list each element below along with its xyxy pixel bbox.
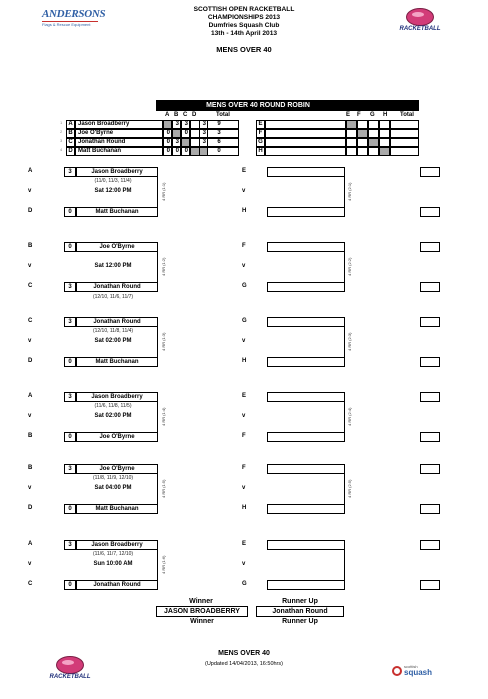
rr-score-cell: 0 <box>181 129 190 138</box>
match-right-side-label: 4 RR (2:3) <box>347 332 352 351</box>
match-bottom-score: 0 <box>64 504 76 514</box>
rr-score-cell: 3 <box>190 129 208 138</box>
match-right-vs: v <box>242 485 246 491</box>
rr-right-score <box>346 120 357 129</box>
match-right-bottom-score <box>420 504 440 514</box>
rr-col-header-right: Total <box>400 112 414 118</box>
rr-right-score <box>368 120 379 129</box>
match-side-label: 4 RR (1:3) <box>161 332 166 351</box>
match-top-letter: B <box>28 465 33 471</box>
rr-score-cell: 0 <box>163 129 172 138</box>
round-robin-title-bar <box>344 100 419 111</box>
rr-right-score <box>379 147 390 156</box>
rr-right-score <box>379 138 390 147</box>
match-bottom-name: Matt Buchanan <box>76 357 158 367</box>
match-right-top-score <box>420 540 440 550</box>
rr-right-score <box>357 147 368 156</box>
match-bottom-name: Jonathan Round <box>76 580 158 590</box>
match-bracket-line <box>157 327 158 357</box>
winner-label-2: Winner <box>190 618 214 625</box>
match-right-top-letter: F <box>242 243 246 249</box>
match-right-top-score <box>420 317 440 327</box>
match-right-top-letter: G <box>242 318 247 324</box>
match-right-bracket-line <box>344 474 345 504</box>
rr-row-index: 3 <box>60 138 63 143</box>
match-side-label: 4 RR (1:5) <box>161 479 166 498</box>
match-right-bracket-line <box>344 327 345 357</box>
match-game-scores: (11/0, 11/3, 11/4) <box>94 178 132 184</box>
match-right-top-letter: E <box>242 393 247 399</box>
match-bottom-name: Matt Buchanan <box>76 504 158 514</box>
rr-total-cell: 0 <box>199 147 239 156</box>
match-side-label: 4 RR (1:6) <box>161 555 166 574</box>
match-right-bottom-letter: H <box>242 358 247 364</box>
rr-row-name: Matt Buchanan <box>75 147 163 156</box>
round-robin-title: MENS OVER 40 ROUND ROBIN <box>156 100 360 111</box>
match-right-vs: v <box>242 188 246 194</box>
rr-score-cell <box>181 138 190 147</box>
match-bottom-letter: C <box>28 581 33 587</box>
match-top-score: 3 <box>64 540 76 550</box>
runner-up-label-2: Runner Up <box>282 618 318 625</box>
rr-row-index: 1 <box>60 120 63 125</box>
scottish-squash-small: scottish <box>404 664 418 669</box>
runner-up-label: Runner Up <box>282 598 318 605</box>
rr-row-name: Jonathan Round <box>75 138 163 147</box>
match-game-scores: (11/6, 11/7, 12/10) <box>92 551 134 557</box>
rr-row-name: Joe O'Byrne <box>75 129 163 138</box>
match-top-letter: B <box>28 243 33 249</box>
match-right-side-label: 4 RR (2:1) <box>347 182 352 201</box>
match-right-bottom-letter: F <box>242 433 246 439</box>
rr-right-letter: F <box>256 129 265 138</box>
match-game-scores: (12/10, 11/8, 11/4) <box>92 328 134 334</box>
rr-total-cell: 3 <box>199 129 239 138</box>
match-right-bracket-line <box>344 177 345 207</box>
match-time: Sat 04:00 PM <box>94 485 132 491</box>
match-right-bottom-letter: H <box>242 208 247 214</box>
match-right-top-name <box>267 167 345 177</box>
rr-total-cell: 9 <box>199 120 239 129</box>
rr-score-cell: 3 <box>172 138 181 147</box>
rr-row-name: Jason Broadberry <box>75 120 163 129</box>
match-right-vs: v <box>242 413 246 419</box>
rr-total-cell: 6 <box>199 138 239 147</box>
match-top-letter: A <box>28 541 33 547</box>
match-bracket-line <box>157 252 158 282</box>
match-vs: v <box>28 188 32 194</box>
rr-score-cell: 3 <box>172 120 181 129</box>
winner-label: Winner <box>189 598 213 605</box>
rr-right-score <box>368 147 379 156</box>
match-right-top-score <box>420 167 440 177</box>
match-vs: v <box>28 561 32 567</box>
rr-col-header: C <box>183 112 188 118</box>
rr-score-cell: 3 <box>181 120 190 129</box>
scottish-squash-big: squash <box>404 668 433 677</box>
scottish-squash-swirl-icon <box>392 666 402 676</box>
match-right-side-label: 4 RR (2:5) <box>347 479 352 498</box>
match-time: Sat 02:00 PM <box>94 338 132 344</box>
match-right-bottom-name <box>267 432 345 442</box>
rr-right-score <box>357 129 368 138</box>
header-line: CHAMPIONSHIPS 2013 <box>207 14 281 21</box>
rr-score-cell <box>172 129 181 138</box>
header-line: Dumfries Squash Club <box>208 22 280 29</box>
match-game-scores: (11/6, 11/8, 11/5) <box>94 403 132 409</box>
rr-right-score <box>346 147 357 156</box>
match-top-letter: A <box>28 393 33 399</box>
match-right-bottom-score <box>420 357 440 367</box>
rr-right-score <box>379 129 390 138</box>
match-top-name: Jason Broadberry <box>76 392 158 402</box>
rr-right-letter: G <box>256 138 265 147</box>
rr-score-cell: 3 <box>190 138 208 147</box>
match-game-scores: (12/10, 11/6, 11/7) <box>92 294 134 300</box>
match-right-bottom-score <box>420 207 440 217</box>
match-top-name: Jason Broadberry <box>76 167 158 177</box>
match-right-bottom-letter: G <box>242 581 247 587</box>
rr-right-total <box>390 147 419 156</box>
rr-right-total <box>390 129 419 138</box>
runner-up-name: Jonathan Round <box>256 606 344 617</box>
match-right-bracket-line <box>344 550 345 580</box>
match-bottom-score: 0 <box>64 207 76 217</box>
match-bracket-line <box>157 177 158 207</box>
match-top-letter: C <box>28 318 33 324</box>
match-right-vs: v <box>242 263 246 269</box>
match-right-bracket-line <box>344 402 345 432</box>
match-right-bottom-name <box>267 504 345 514</box>
rr-right-score <box>379 120 390 129</box>
rr-score-cell: 0 <box>163 147 172 156</box>
match-bottom-letter: D <box>28 505 33 511</box>
racketball-logo-text: RACKETBALL <box>399 26 441 32</box>
rr-right-total <box>390 120 419 129</box>
rr-right-score <box>346 138 357 147</box>
rr-score-cell: 0 <box>172 147 181 156</box>
match-time: Sat 02:00 PM <box>94 413 132 419</box>
match-top-score: 0 <box>64 242 76 252</box>
scottish-squash-logo <box>392 664 442 686</box>
rr-right-total <box>390 138 419 147</box>
rr-row-letter: D <box>66 147 75 156</box>
match-top-name: Joe O'Byrne <box>76 242 158 252</box>
match-right-side-label: 4 RR (2:2) <box>347 257 352 276</box>
match-bottom-letter: D <box>28 358 33 364</box>
match-right-vs: v <box>242 561 246 567</box>
match-top-score: 3 <box>64 464 76 474</box>
match-side-label: 4 RR (1:2) <box>161 257 166 276</box>
match-right-bottom-name <box>267 207 345 217</box>
match-bottom-letter: B <box>28 433 33 439</box>
rr-col-header-right: F <box>357 112 361 118</box>
header-line: 13th - 14th April 2013 <box>210 30 278 37</box>
andersons-logo-sub: Flags & Rescue Equipment <box>42 21 98 27</box>
rr-col-header: A <box>165 112 170 118</box>
match-right-top-name <box>267 242 345 252</box>
racketball-logo-text-bottom: RACKETBALL <box>49 674 91 680</box>
match-vs: v <box>28 485 32 491</box>
match-bottom-score: 3 <box>64 282 76 292</box>
match-right-top-name <box>267 392 345 402</box>
rr-right-score <box>368 138 379 147</box>
match-bottom-name: Jonathan Round <box>76 282 158 292</box>
match-right-bracket-line <box>344 252 345 282</box>
match-side-label: 4 RR (1:4) <box>161 407 166 426</box>
rr-score-cell: 0 <box>181 147 190 156</box>
match-right-top-letter: E <box>242 168 247 174</box>
match-right-bottom-score <box>420 580 440 590</box>
rr-right-name <box>265 120 346 129</box>
match-bottom-letter: D <box>28 208 33 214</box>
racketball-logo-bottom <box>48 656 92 684</box>
match-right-side-label: 4 RR (2:4) <box>347 407 352 426</box>
rr-row-letter: B <box>66 129 75 138</box>
match-bracket-line <box>157 474 158 504</box>
rr-right-score <box>357 138 368 147</box>
match-right-bottom-name <box>267 580 345 590</box>
match-bottom-name: Matt Buchanan <box>76 207 158 217</box>
match-time: Sat 12:00 PM <box>94 188 132 194</box>
match-bottom-score: 0 <box>64 432 76 442</box>
rr-row-index: 2 <box>60 129 63 134</box>
match-top-name: Jason Broadberry <box>76 540 158 550</box>
match-right-top-letter: E <box>242 541 247 547</box>
match-vs: v <box>28 413 32 419</box>
match-bottom-letter: C <box>28 283 33 289</box>
rr-score-cell: 0 <box>163 138 172 147</box>
match-right-top-score <box>420 464 440 474</box>
rr-right-name <box>265 147 346 156</box>
rr-right-name <box>265 129 346 138</box>
match-right-top-name <box>267 464 345 474</box>
match-top-score: 3 <box>64 392 76 402</box>
rr-row-letter: C <box>66 138 75 147</box>
match-bracket-line <box>157 402 158 432</box>
match-bottom-score: 0 <box>64 357 76 367</box>
match-bracket-line <box>157 550 158 580</box>
rr-right-letter: E <box>256 120 265 129</box>
match-time: Sun 10:00 AM <box>93 561 133 567</box>
winner-name: JASON BROADBERRY <box>156 606 248 617</box>
rr-col-header-right: G <box>370 112 375 118</box>
match-bottom-name: Joe O'Byrne <box>76 432 158 442</box>
match-right-top-name <box>267 540 345 550</box>
match-right-bottom-letter: H <box>242 505 247 511</box>
rr-col-header-right: E <box>346 112 351 118</box>
rr-right-score <box>346 129 357 138</box>
match-vs: v <box>28 338 32 344</box>
andersons-logo-name: ANDERSONS <box>42 8 106 20</box>
match-right-vs: v <box>242 338 246 344</box>
racketball-ball-icon-bottom <box>56 656 84 674</box>
match-bottom-score: 0 <box>64 580 76 590</box>
rr-row-letter: A <box>66 120 75 129</box>
footer-updated: (Updated 14/04/2013, 16:50hrs) <box>205 661 283 667</box>
rr-right-name <box>265 138 346 147</box>
rr-score-cell <box>163 120 172 129</box>
match-right-top-name <box>267 317 345 327</box>
header-line: SCOTTISH OPEN RACKETBALL <box>193 6 295 13</box>
match-game-scores: (11/8, 11/9, 12/10) <box>92 475 134 481</box>
match-right-top-score <box>420 242 440 252</box>
rr-col-header: D <box>192 112 197 118</box>
match-right-top-score <box>420 392 440 402</box>
rr-right-score <box>357 120 368 129</box>
match-side-label: 4 RR (1:1) <box>161 182 166 201</box>
rr-col-header: B <box>174 112 179 118</box>
rr-right-score <box>368 129 379 138</box>
match-right-top-letter: F <box>242 465 246 471</box>
rr-right-letter: H <box>256 147 265 156</box>
header-line: MENS OVER 40 <box>216 45 272 54</box>
match-top-score: 3 <box>64 317 76 327</box>
match-vs: v <box>28 263 32 269</box>
match-right-bottom-name <box>267 282 345 292</box>
match-right-bottom-letter: G <box>242 283 247 289</box>
match-top-score: 3 <box>64 167 76 177</box>
match-top-name: Joe O'Byrne <box>76 464 158 474</box>
match-top-letter: A <box>28 168 33 174</box>
match-top-name: Jonathan Round <box>76 317 158 327</box>
rr-row-index: 4 <box>60 147 63 152</box>
rr-score-cell: 3 <box>190 120 208 129</box>
match-right-bottom-score <box>420 282 440 292</box>
rr-col-header: Total <box>216 112 230 118</box>
match-time: Sat 12:00 PM <box>94 263 132 269</box>
footer-title: MENS OVER 40 <box>218 650 270 657</box>
match-right-bottom-name <box>267 357 345 367</box>
rr-col-header-right: H <box>383 112 388 118</box>
match-right-bottom-score <box>420 432 440 442</box>
